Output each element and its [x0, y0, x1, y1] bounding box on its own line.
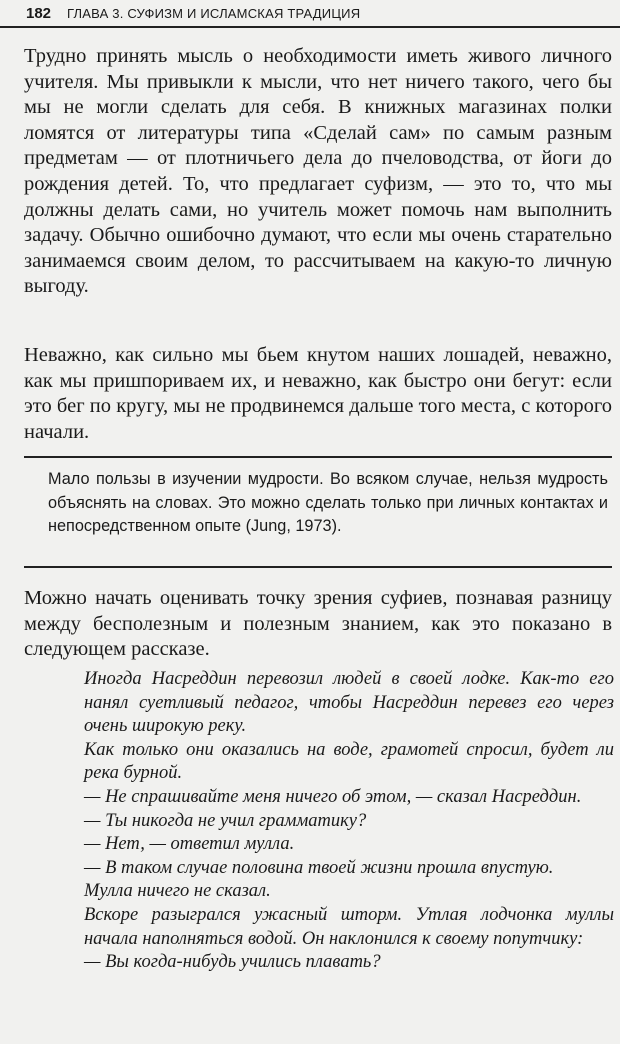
- story-line: Иногда Насреддин перевозил людей в своей лодке. Как-то его нанял суетливый педагог, чтобы Насреддин перевез его через очень широкую реку.: [84, 669, 614, 737]
- quote-text: Мало пользы в изучении мудрости. Во всяком случае, нельзя мудрость объяснять на словах. Это можно сделать только при личных контактах и непосредственном опыте (Jung, 1973).: [48, 470, 608, 536]
- story-line: — Не спрашивайте меня ничего об этом, — сказал Насреддин.: [84, 786, 582, 807]
- story-line: — Нет, — ответил мулла.: [84, 834, 295, 855]
- nasreddin-story: [84, 668, 614, 975]
- story-line: Мулла ничего не сказал.: [84, 881, 271, 902]
- story-line: — Вы когда-нибудь учились плавать?: [84, 952, 381, 973]
- story-line: Как только они оказались на воде, грамотей спросил, будет ли река бурной.: [84, 739, 614, 784]
- story-line: — Ты никогда не учил грамматику?: [84, 810, 367, 831]
- story-line: — В таком случае половина твоей жизни прошла впустую.: [84, 857, 554, 878]
- story-line: Вскоре разыгрался ужасный шторм. Утлая лодчонка муллы начала наполняться водой. Он наклонился к своему попутчику:: [84, 904, 614, 949]
- paragraph-2: Неважно, как сильно мы бьем кнутом наших лошадей, неважно, как мы пришпориваем их, и неважно, как быстро они бегут: если это бег по кругу, мы не продвинемся дальше того места, с которого начали.: [24, 344, 612, 443]
- chapter-title: ГЛАВА 3. СУФИЗМ И ИСЛАМСКАЯ ТРАДИЦИЯ: [67, 5, 361, 21]
- paragraph-1: Трудно принять мысль о необходимости иметь живого личного учителя. Мы привыкли к мысли, что нет ничего такого, чего бы мы не могли сделать для себя. В книжных магазинах полки ломятся от литературы типа «Сделай сам» по самым разным предметам — от плотничьего дела до пчеловодства, от йоги до рождения детей. То, что предлагает суфизм, — это то, что мы должны делать сами, но учитель может помочь нам выполнить задачу. Обычно ошибочно думают, что если мы очень старательно занимаемся своим делом, то рассчитываем на какую-то личную выгоду.: [24, 45, 612, 298]
- page-number: 182: [26, 4, 52, 22]
- paragraph-3: Можно начать оценивать точку зрения суфиев, познавая разницу между бесполезным и полезным знанием, как это показано в следующем рассказе.: [24, 587, 612, 661]
- running-header: [0, 0, 620, 28]
